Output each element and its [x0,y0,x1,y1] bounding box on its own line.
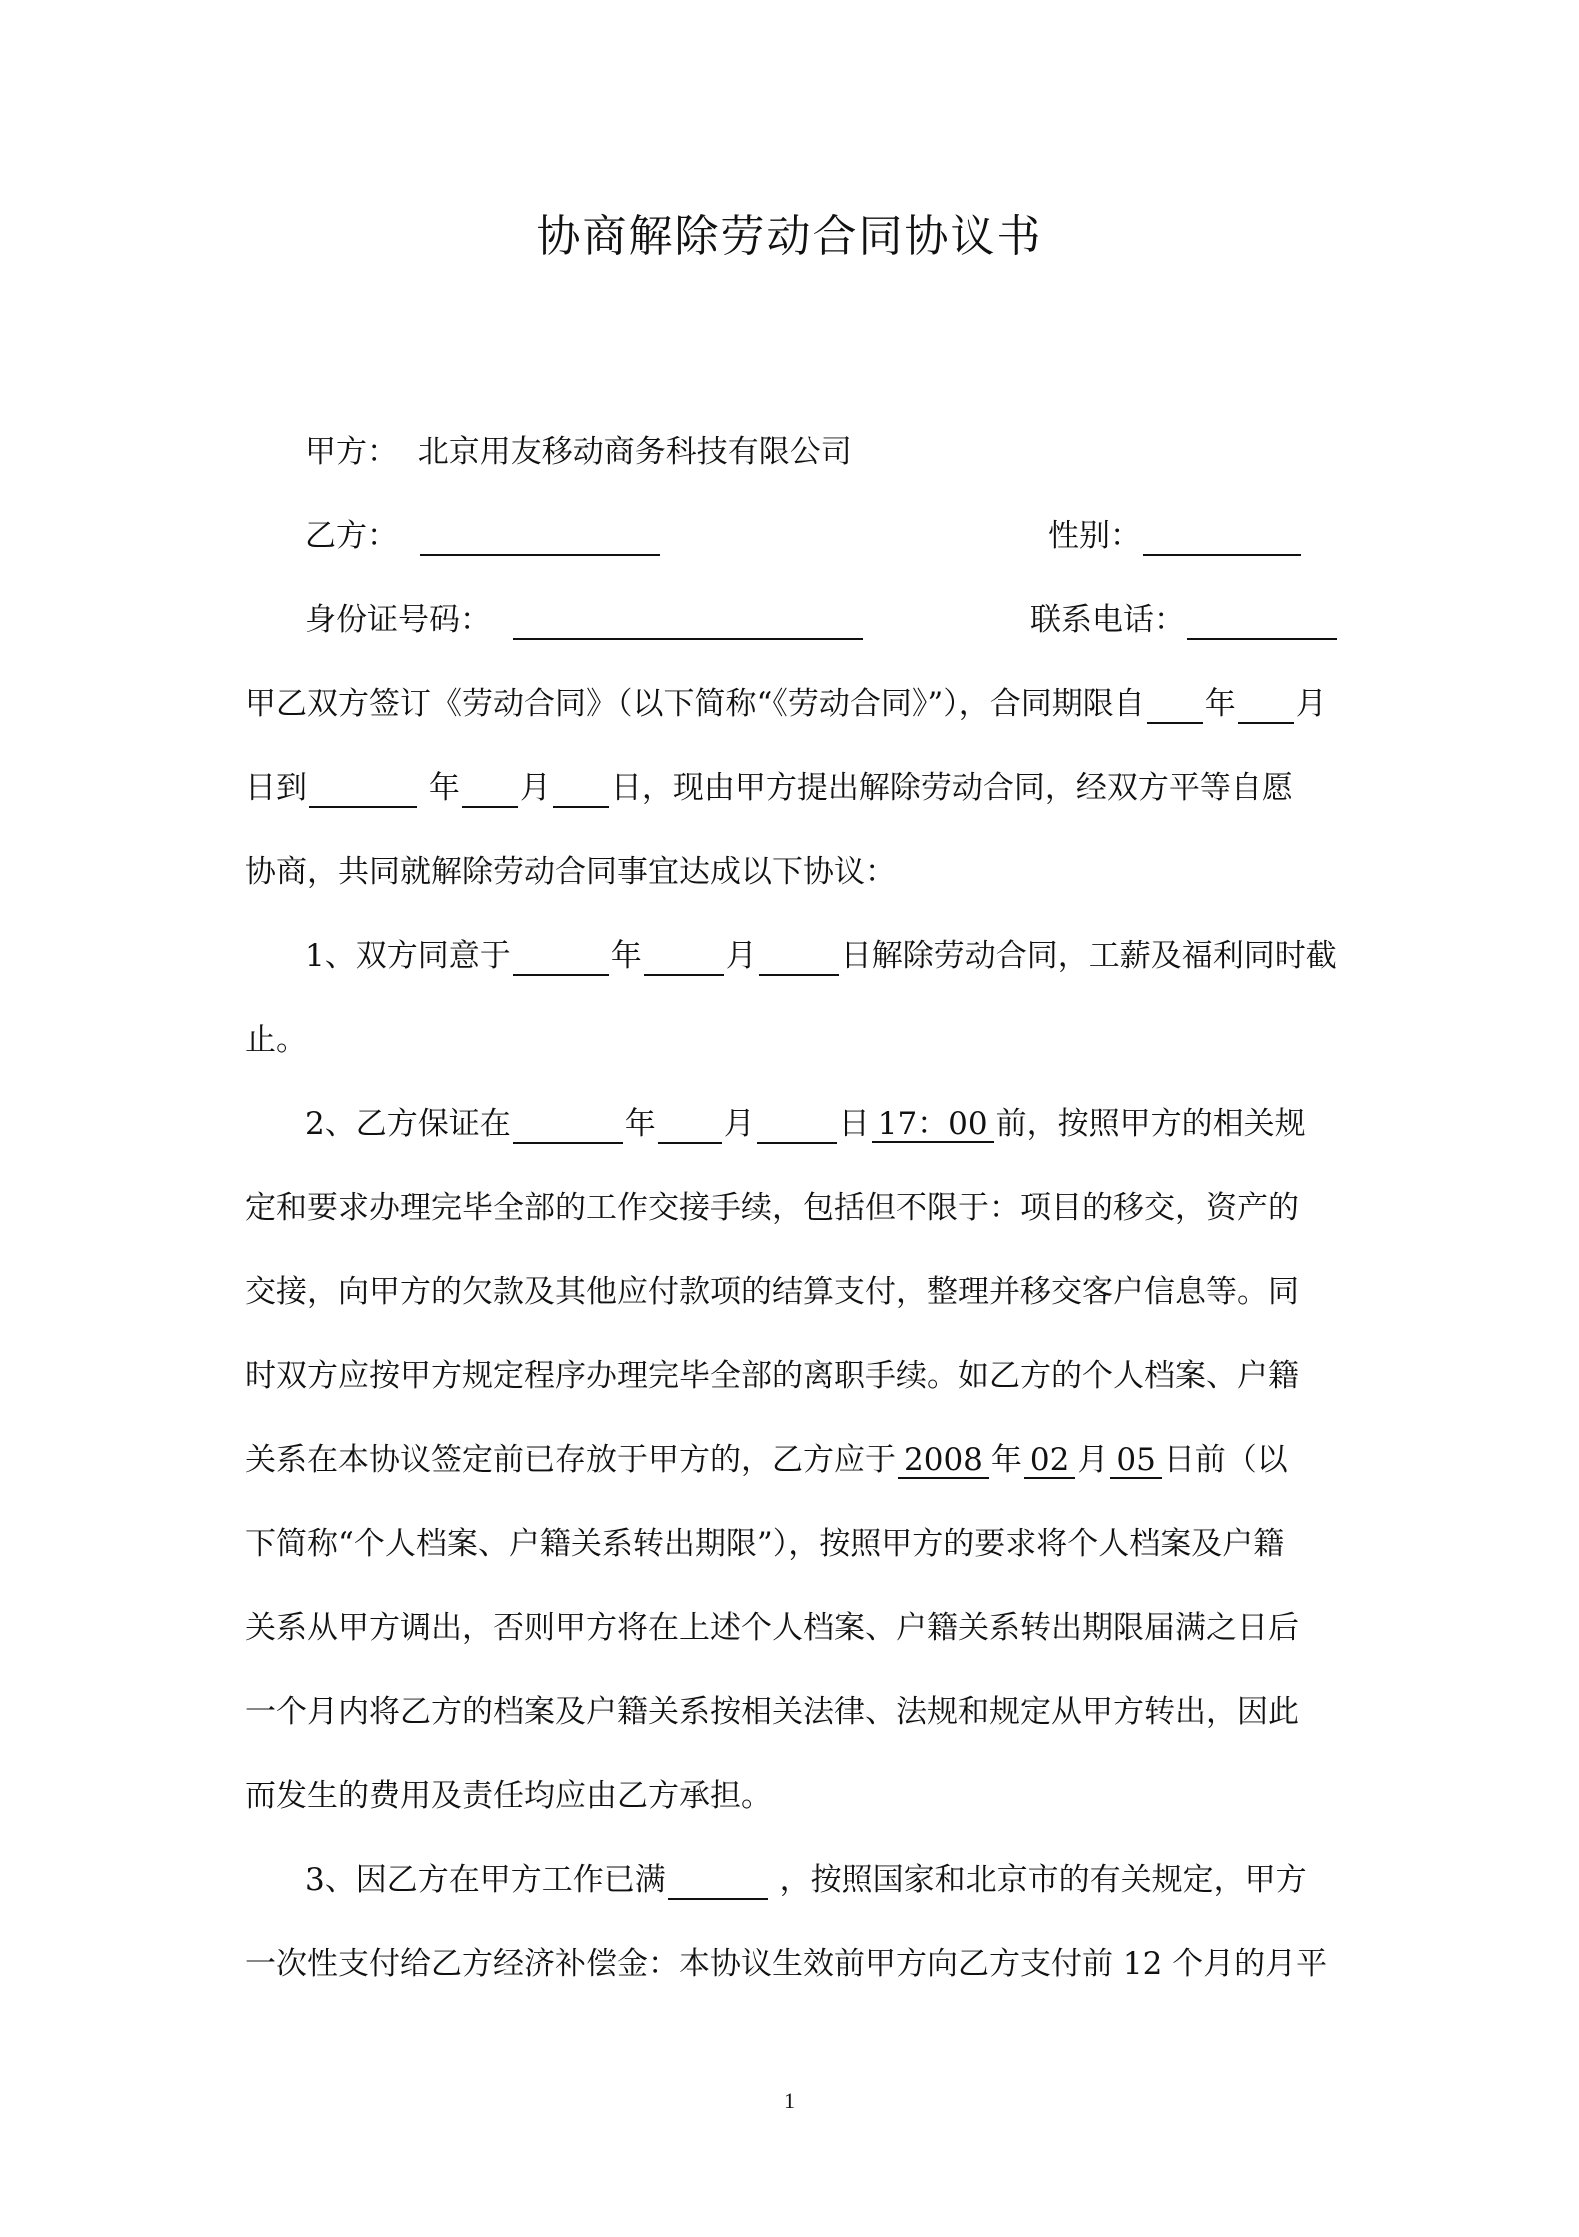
clause-2-line-8 [245,1692,1345,1732]
clause-text: ，按照国家和北京市的有关规定，甲方 [779,1862,1307,1898]
handover-time-value[interactable]: 17：00 [872,1107,994,1143]
clause-text: 日解除劳动合同，工薪及福利同时截 [840,938,1337,974]
year-label: 年 [1204,686,1236,722]
clause-1-line-1 [305,936,1405,976]
intro-text: 日到 [245,770,307,806]
intro-line-2 [245,768,1345,808]
service-years-blank[interactable] [668,1868,768,1900]
handover-day-blank[interactable] [757,1112,837,1144]
end-day-blank[interactable] [553,776,609,808]
phone-field [1030,600,1339,640]
clause-2-line-3 [245,1272,1345,1312]
clause-text: 交接，向甲方的欠款及其他应付款项的结算支付，整理并移交客户信息等。同 [245,1274,1299,1310]
start-month-blank[interactable] [1238,692,1294,724]
intro-text: 甲乙双方签订《劳动合同》（以下简称“《劳动合同》”），合同期限自 [245,686,1145,722]
party-b-blank[interactable] [420,524,660,556]
clause-2-line-9 [245,1776,1345,1816]
month-label: 月 [1077,1442,1109,1478]
gender-field [1048,516,1303,556]
clause-2-line-2 [245,1188,1345,1228]
transfer-month-value[interactable]: 02 [1024,1443,1075,1479]
end-month-blank[interactable] [462,776,518,808]
clause-text: 日前（以 [1163,1442,1288,1478]
clause-text: 关系在本协议签定前已存放于甲方的，乙方应于 [245,1442,896,1478]
clause-2-line-7 [245,1608,1345,1648]
clause-text: 定和要求办理完毕全部的工作交接手续，包括但不限于：项目的移交，资产的 [245,1190,1299,1226]
clause-text: 关系从甲方调出，否则甲方将在上述个人档案、户籍关系转出期限届满之日后 [245,1610,1299,1646]
transfer-year-value[interactable]: 2008 [898,1443,989,1479]
year-label: 年 [990,1442,1022,1478]
clause-2-line-6 [245,1524,1345,1564]
party-a-label: 甲方： [305,434,398,470]
intro-text: 日，现由甲方提出解除劳动合同，经双方平等自愿 [610,770,1293,806]
clause-1-line-2 [245,1020,1345,1060]
handover-month-blank[interactable] [658,1112,722,1144]
month-label: 月 [1295,686,1327,722]
clause-text: 1、双方同意于 [305,938,511,974]
intro-text: 协商，共同就解除劳动合同事宜达成以下协议： [245,854,896,890]
clause-2-line-4 [245,1356,1345,1396]
month-label: 月 [725,938,757,974]
start-year-blank[interactable] [1147,692,1203,724]
day-label: 日 [838,1106,870,1142]
clause-text: 时双方应按甲方规定程序办理完毕全部的离职手续。如乙方的个人档案、户籍 [245,1358,1299,1394]
clause-text: 下简称“个人档案、户籍关系转出期限”），按照甲方的要求将个人档案及户籍 [245,1526,1285,1562]
id-label: 身份证号码： [305,602,491,638]
phone-blank[interactable] [1187,608,1337,640]
termination-day-blank[interactable] [759,944,839,976]
gender-blank[interactable] [1143,524,1301,556]
clause-text: 一个月内将乙方的档案及户籍关系按相关法律、法规和规定从甲方转出，因此 [245,1694,1299,1730]
intro-line-1 [245,684,1345,724]
clause-2-line-5 [245,1440,1345,1480]
clause-text: 2、乙方保证在 [305,1106,511,1142]
year-label: 年 [610,938,642,974]
gender-label: 性别： [1048,518,1141,554]
clause-3-line-2 [245,1944,1345,1984]
year-label: 年 [624,1106,656,1142]
clause-text: 前，按照甲方的相关规 [995,1106,1306,1142]
clause-2-line-1 [305,1104,1405,1144]
phone-label: 联系电话： [1030,602,1185,638]
end-year-blank[interactable] [309,776,417,808]
handover-year-blank[interactable] [513,1112,623,1144]
clause-text: 3、因乙方在甲方工作已满 [305,1862,666,1898]
termination-year-blank[interactable] [513,944,609,976]
party-a-name: 北京用友移动商务科技有限公司 [417,434,852,470]
year-label: 年 [428,770,460,806]
page-number: 1 [784,2088,795,2113]
clause-3-line-1 [305,1860,1405,1900]
termination-month-blank[interactable] [644,944,724,976]
id-blank[interactable] [513,608,863,640]
month-label: 月 [723,1106,755,1142]
party-a-line [305,432,1405,472]
intro-line-3 [245,852,1345,892]
document-title: 协商解除劳动合同协议书 [536,211,1043,262]
transfer-day-value[interactable]: 05 [1110,1443,1161,1479]
month-label: 月 [519,770,551,806]
clause-text: 而发生的费用及责任均应由乙方承担。 [245,1778,772,1814]
clause-text: 止。 [245,1022,307,1058]
clause-text: 一次性支付给乙方经济补偿金：本协议生效前甲方向乙方支付前 12 个月的月平 [245,1946,1328,1982]
party-b-label: 乙方： [305,518,398,554]
